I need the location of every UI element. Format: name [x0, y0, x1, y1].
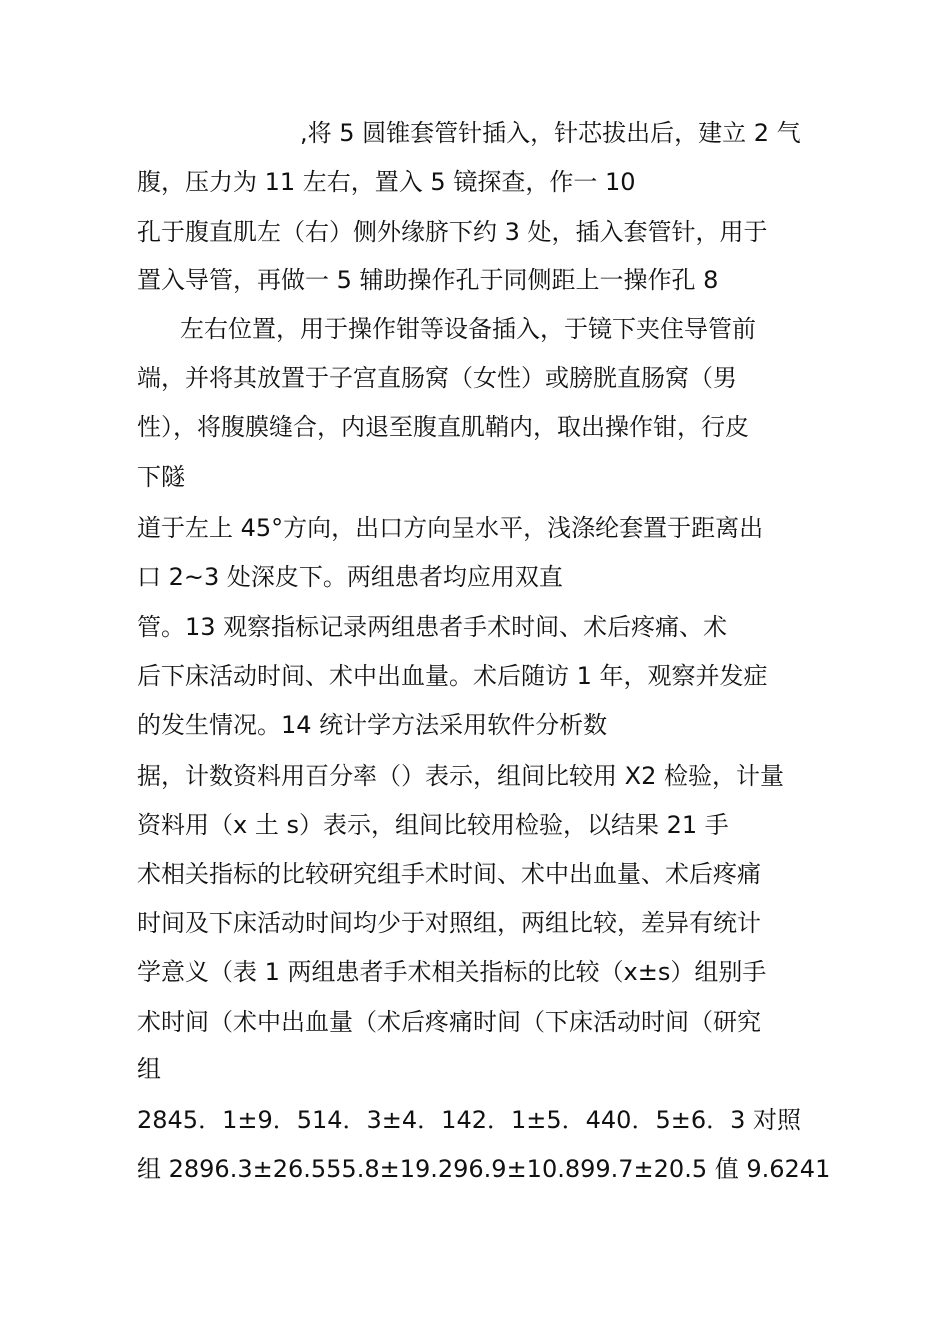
text-line-13: 的发生情况。14 统计学方法采用软件分析数: [137, 711, 608, 739]
text-line-9: 道于左上 45°方向，出口方向呈水平，浅涤纶套置于距离出: [137, 514, 764, 542]
text-line-7: 性），将腹膜缝合，内退至腹直肌鞘内，取出操作钳，行皮: [137, 413, 749, 441]
text-line-8: 下隧: [137, 463, 185, 491]
text-line-19: 术时间（术中出血量（术后疼痛时间（下床活动时间（研究: [137, 1008, 761, 1036]
text-line-2: 腹，压力为 11 左右，置入 5 镜探查，作一 10: [137, 168, 636, 196]
text-line-15: 资料用（x 土 s）表示，组间比较用检验，以结果 21 手: [137, 811, 729, 839]
text-line-22: 组 2896.3±26.555.8±19.296.9±10.899.7±20.5 值 9.6241: [137, 1155, 831, 1183]
text-line-4: 置入导管，再做一 5 辅助操作孔于同侧距上一操作孔 8: [137, 266, 719, 294]
text-line-3: 孔于腹直肌左（右）侧外缘脐下约 3 处，插入套管针，用于: [137, 218, 768, 246]
text-line-20: 组: [137, 1055, 161, 1083]
text-line-17: 时间及下床活动时间均少于对照组，两组比较，差异有统计: [137, 909, 761, 937]
text-line-11: 管。13 观察指标记录两组患者手术时间、术后疼痛、术: [137, 613, 728, 641]
text-line-18: 学意义（表 1 两组患者手术相关指标的比较（x±s）组别手: [137, 958, 767, 986]
text-line-21: 2845．1±9．514．3±4．142．1±5．440．5±6．3 对照: [137, 1106, 801, 1134]
text-line-6: 端，并将其放置于子宫直肠窝（女性）或膀胱直肠窝（男: [137, 364, 737, 392]
text-line-12: 后下床活动时间、术中出血量。术后随访 1 年，观察并发症: [137, 662, 768, 690]
text-line-1: ,将 5 圆锥套管针插入，针芯拔出后，建立 2 气: [300, 119, 801, 147]
text-line-5: 左右位置，用于操作钳等设备插入，于镜下夹住导管前: [180, 315, 756, 343]
text-line-14: 据，计数资料用百分率（）表示，组间比较用 X2 检验，计量: [137, 762, 784, 790]
text-line-10: 口 2~3 处深皮下。两组患者均应用双直: [137, 563, 563, 591]
text-line-16: 术相关指标的比较研究组手术时间、术中出血量、术后疼痛: [137, 860, 761, 888]
